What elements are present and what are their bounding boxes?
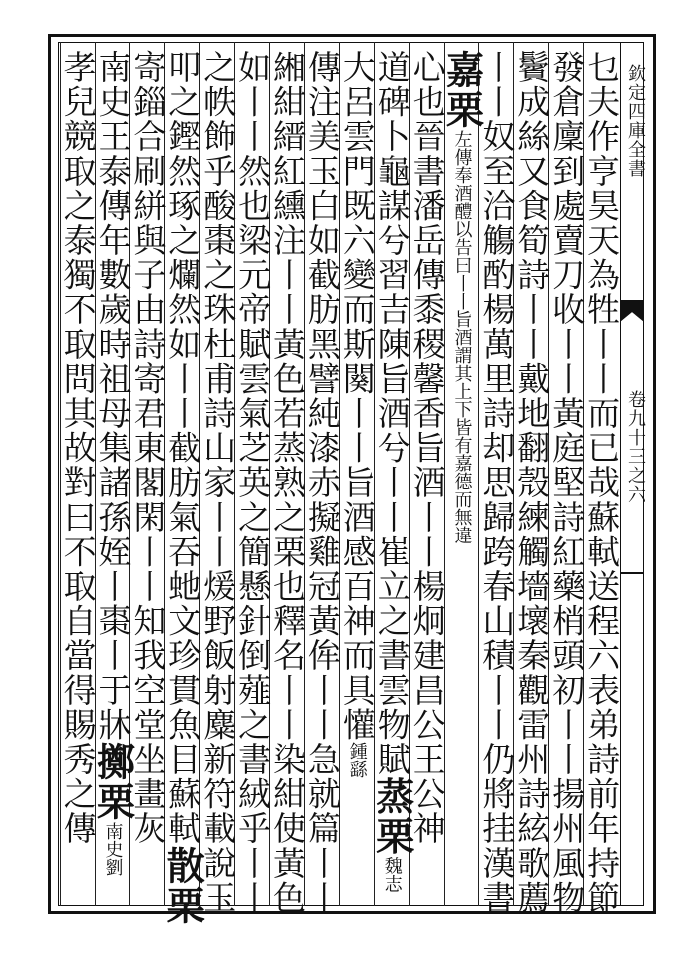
- body-text: 道碑卜龜謀兮習吉陳旨酒兮丨丨崔立之書雲物賦: [372, 50, 412, 777]
- body-text: 心也晉書潘岳傳黍稷馨香旨酒丨丨楊炯建昌公王公神: [407, 50, 447, 846]
- body-text: 寄錙合刷絣與子由詩寄君東閣閑丨丨知我空堂坐畫灰: [128, 50, 168, 846]
- body-text: 傳注美玉白如截肪黑譬純漆赤擬雞冠黃侔丨丨急就篇丨丨: [302, 50, 342, 915]
- body-text: 之帙飾乎酸棗之珠杜甫詩山家丨丨煖野飯射麋新符載說玉: [198, 50, 238, 915]
- entry-heading: 散栗: [160, 845, 206, 926]
- body-text: 緗紺縉紅纁注丨丨黃色若蒸熟之栗也釋名丨丨染紺使黃色: [268, 50, 307, 915]
- body-text: 發倉廩到處賣刀收丨丨黃庭堅詩紅藥梢頭初丨丨揚州風物: [547, 50, 587, 915]
- body-text: 叩之鏗然琢之爛然如丨丨截肪氣吞虵文珍貫魚目蘇軾: [163, 50, 203, 846]
- body-text: 大呂雲門既六變而斯闋丨丨旨酒感百神而具懽: [337, 50, 377, 742]
- text-column: [57, 50, 99, 900]
- column-text: [57, 50, 99, 846]
- annotation-text: 魏志: [381, 856, 403, 893]
- annotation-text: 鍾繇: [346, 742, 368, 778]
- book-title: 欽定四庫全書: [625, 64, 646, 178]
- body-text: 南史王泰傳年數歲時祖母集諸孫姪丨棗丨于牀: [93, 50, 133, 742]
- body-text: 如丨丨然也梁元帝賦雲氣芝英之簡懸針倒薤之書絨乎丨丨: [233, 50, 273, 915]
- annotation-text: 左傳奉酒醴以告曰丨丨旨酒謂其上下皆有嘉德而無違: [451, 130, 473, 544]
- entry-heading: 蒸栗: [369, 776, 415, 857]
- body-text: 丨丨奴至洽觴酌楊萬里詩却思歸跨春山積丨丨仍將挂漢書: [477, 50, 517, 915]
- entry-heading: 嘉栗: [439, 50, 485, 130]
- body-text: 乜夫作亨昊天為牲丨丨而已哉蘇軾送程六表弟詩前年持節: [582, 50, 622, 915]
- entry-heading: 擲栗: [90, 742, 136, 822]
- body-text: 鬢成絲又食筍詩丨丨戴地翻殼練觸墻壞秦觀雷州詩絃歌薦: [512, 50, 552, 915]
- center-strip-mark: [620, 572, 644, 574]
- volume-label: 卷九十三之六: [625, 390, 646, 504]
- annotation-text: 南史劉: [102, 822, 124, 876]
- body-text: 孝兒競取之泰獨不取問其故對曰不取自當得賜秀之傳: [58, 50, 98, 846]
